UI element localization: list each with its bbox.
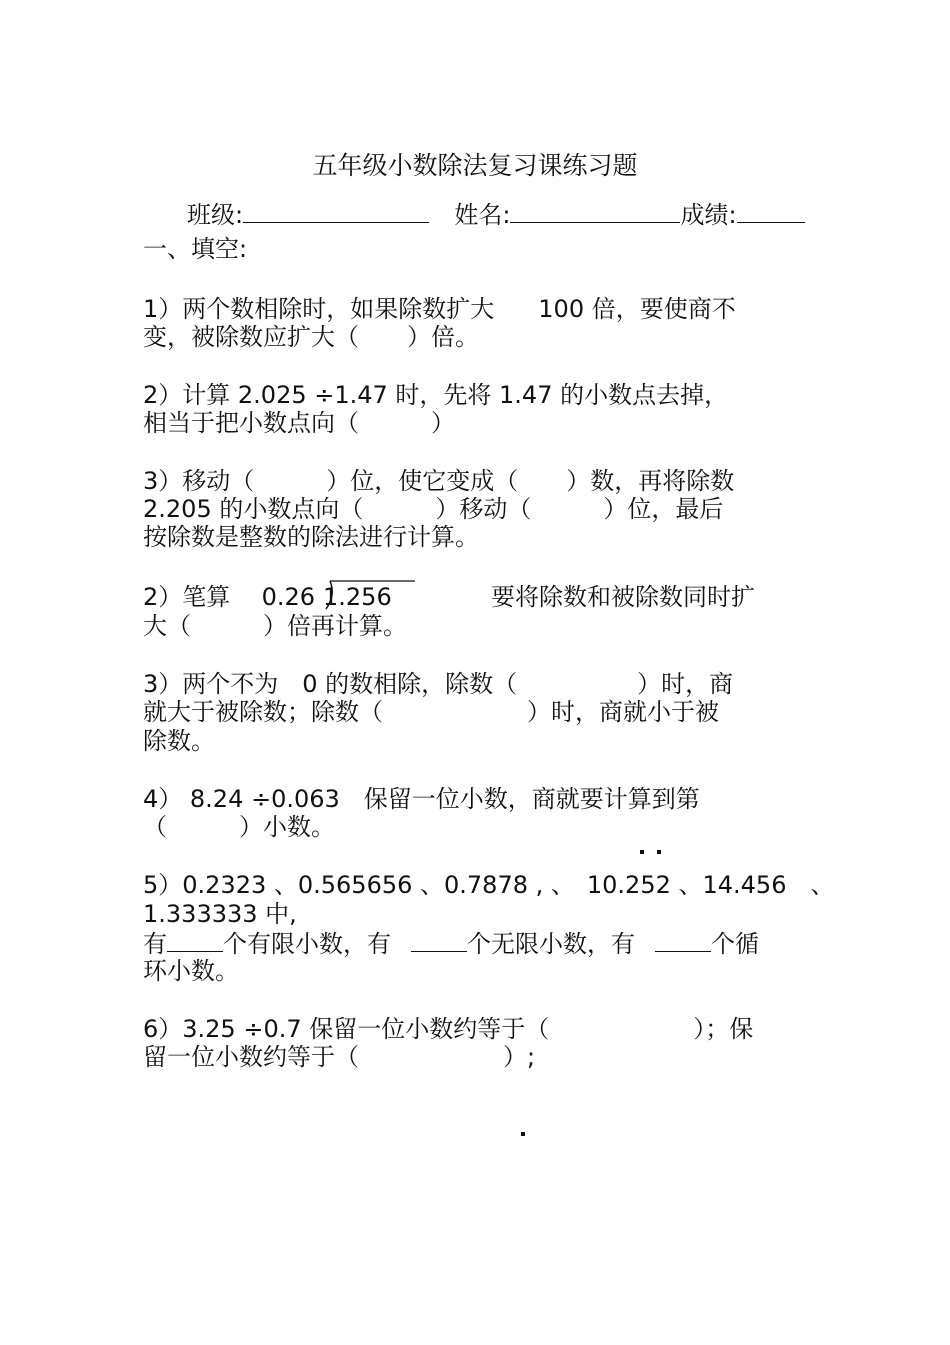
- question-5-line-3: 除数。: [143, 727, 215, 755]
- question-7-line-3: [143, 927, 759, 959]
- stray-dot-icon: [521, 1132, 525, 1136]
- header-fields: [187, 198, 805, 230]
- question-7-line-4: 环小数。: [143, 957, 239, 985]
- question-7-line-1: 5）0.2323 、0.565656 、0.7878 , 、 10.252 、14.456 、: [143, 871, 835, 899]
- question-7-text-c2: 个有限小数，有: [223, 930, 391, 958]
- question-1-line-1: [143, 294, 736, 324]
- repeating-count-blank[interactable]: [655, 927, 711, 952]
- question-4-prefix: 2）笔算: [143, 583, 231, 611]
- question-5-line-1: 3）两个不为 0 的数相除，除数（ ）时，商: [143, 670, 734, 698]
- repeating-dot-icon: [640, 850, 644, 854]
- division-divisor: 0.26: [261, 583, 315, 611]
- question-4-suffix: 要将除数和被除数同时扩: [491, 583, 755, 611]
- name-label: 姓名:: [454, 201, 511, 229]
- infinite-count-blank[interactable]: [411, 927, 467, 952]
- question-6-line-2: （ ）小数。: [143, 813, 335, 841]
- question-1-line-2: 变，被除数应扩大（ ）倍。: [143, 323, 479, 351]
- question-5-line-2: 就大于被除数；除数（ ）时，商就小于被: [143, 698, 719, 726]
- question-2-line-2: 相当于把小数点向（ ）: [143, 409, 455, 437]
- question-8-line-2: 留一位小数约等于（ ）;: [143, 1043, 536, 1071]
- question-7-line-2: 1.333333 中,: [143, 900, 297, 928]
- question-1-text-b: 100 倍，要使商不: [538, 295, 736, 323]
- question-7-text-c1: 有: [143, 930, 167, 958]
- class-blank[interactable]: [243, 198, 429, 223]
- question-1-text-a: 1）两个数相除时，如果除数扩大: [143, 295, 495, 323]
- name-blank[interactable]: [510, 198, 680, 223]
- question-7-text-c3: 个无限小数，有: [467, 930, 635, 958]
- question-3-line-3: 按除数是整数的除法进行计算。: [143, 523, 479, 551]
- repeating-dot-icon: [657, 850, 661, 854]
- page-title: 五年级小数除法复习课练习题: [312, 151, 638, 180]
- question-8-line-1: 6）3.25 ÷0.7 保留一位小数约等于（ ）；保: [143, 1015, 754, 1043]
- score-blank[interactable]: [737, 198, 805, 223]
- question-7-text-c4: 个循: [711, 930, 759, 958]
- question-2-line-1: 2）计算 2.025 ÷1.47 时，先将 1.47 的小数点去掉，: [143, 381, 729, 409]
- section-heading: 一、填空:: [143, 235, 248, 263]
- division-dividend: 1.256: [323, 583, 392, 611]
- score-label: 成绩:: [680, 201, 737, 229]
- question-6-line-1: 4） 8.24 ÷0.063 保留一位小数，商就要计算到第: [143, 785, 700, 813]
- question-3-line-2: 2.205 的小数点向（ ）移动（ ）位，最后: [143, 495, 724, 523]
- class-label: 班级:: [187, 201, 244, 229]
- question-3-line-1: 3）移动（ ）位，使它变成（ ）数，再将除数: [143, 467, 735, 495]
- division-bracket-icon: [310, 575, 420, 615]
- finite-count-blank[interactable]: [167, 927, 223, 952]
- question-4-line-2: 大（ ）倍再计算。: [143, 612, 407, 640]
